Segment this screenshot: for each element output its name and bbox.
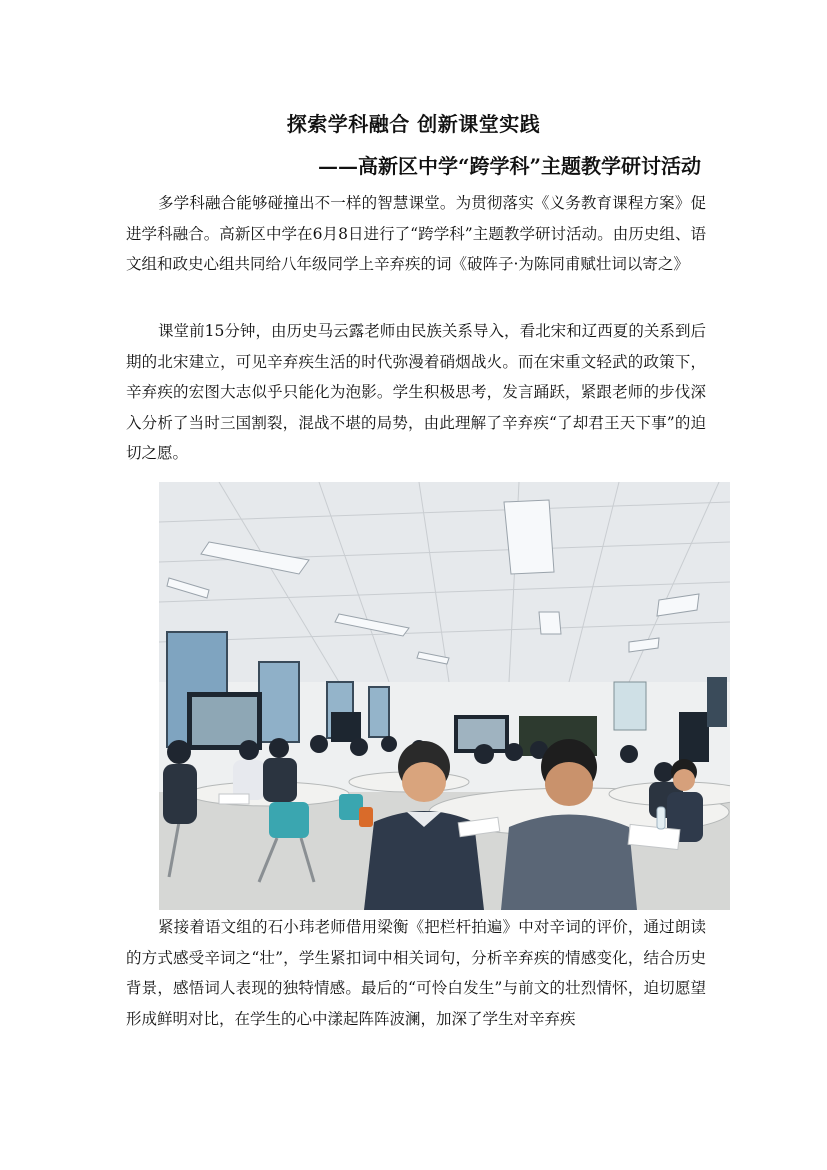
paragraph-intro: 多学科融合能够碰撞出不一样的智慧课堂。为贯彻落实《义务教育课程方案》促进学科融合。高新区中学在6月8日进行了“跨学科”主题教学研讨活动。由历史组、语文组和政史心组共同给八年级同学上辛弃疾的词《破阵子·为陈同甫赋壮词以寄之》 bbox=[126, 194, 706, 273]
document-subtitle: ——高新区中学“跨学科”主题教学研讨活动 bbox=[317, 154, 701, 178]
classroom-photo bbox=[159, 482, 730, 910]
document-title: 探索学科融合 创新课堂实践 bbox=[286, 112, 541, 136]
paragraph-chinese-lesson: 紧接着语文组的石小玮老师借用梁衡《把栏杆拍遍》中对辛词的评价，通过朗读的方式感受辛词之“壮”，学生紧扣词中相关词句，分析辛弃疾的情感变化，结合历史背景，感悟词人表现的独特情感。最后的“可怜白发生”与前文的壮烈情怀，迫切愿望形成鲜明对比，在学生的心中漾起阵阵波澜，加深了学生对辛弃疾 bbox=[126, 918, 706, 1028]
paragraph-history-lesson: 课堂前15分钟，由历史马云露老师由民族关系导入，看北宋和辽西夏的关系到后期的北宋建立，可见辛弃疾生活的时代弥漫着硝烟战火。而在宋重文轻武的政策下，辛弃疾的宏图大志似乎只能化为泡影。学生积极思考，发言踊跃，紧跟老师的步伐深入分析了当时三国割裂，混战不堪的局势，由此理解了辛弃疾“了却君王天下事”的迫切之愿。 bbox=[126, 322, 706, 462]
